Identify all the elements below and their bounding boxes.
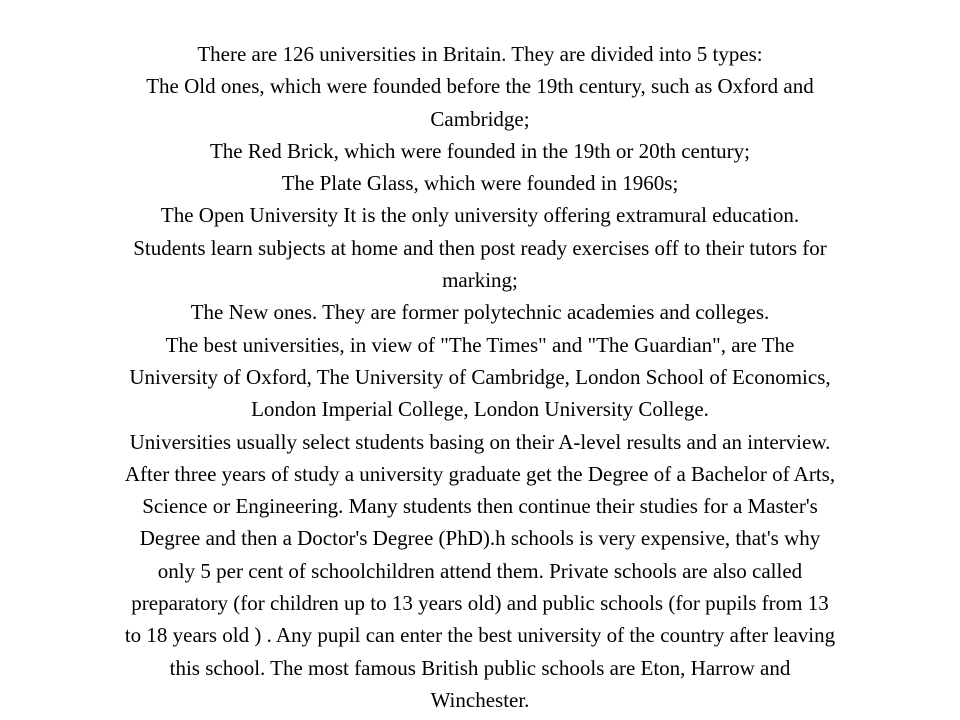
text-line: London Imperial College, London University College. <box>251 397 709 422</box>
text-line: Degree and then a Doctor's Degree (PhD).h schools is very expensive, that's why <box>139 526 821 551</box>
paragraph-best-universities <box>2 329 958 426</box>
text-line: The Old ones, which were founded before the 19th century, such as Oxford and <box>146 74 814 99</box>
paragraph-open-university <box>2 199 958 296</box>
paragraph-old-universities <box>2 70 958 135</box>
text-line: The Red Brick, which were founded in the 19th or 20th century; <box>209 138 751 163</box>
text-line: The best universities, in view of "The Times" and "The Guardian", are The <box>165 332 795 357</box>
text-line: marking; <box>442 268 518 293</box>
text-line: preparatory (for children up to 13 years old) and public schools (for pupils from 13 <box>131 591 829 616</box>
paragraph-new-universities <box>2 296 958 328</box>
text-line: The Open University It is the only university offering extramural education. <box>160 203 800 228</box>
text-line: There are 126 universities in Britain. They are divided into 5 types: <box>197 42 763 66</box>
text-line: Cambridge; <box>430 106 530 131</box>
paragraph-admission-and-degrees <box>2 426 958 717</box>
text-line: The Plate Glass, which were founded in 1960s; <box>281 171 679 196</box>
text-line: to 18 years old ) . Any pupil can enter the best university of the country after leaving <box>124 623 836 648</box>
slide-text-body <box>0 38 960 720</box>
text-line: Winchester. <box>430 687 530 712</box>
text-line: The New ones. They are former polytechnic academies and colleges. <box>190 300 770 325</box>
paragraph-red-brick <box>2 135 958 167</box>
text-line: After three years of study a university graduate get the Degree of a Bachelor of Arts, <box>124 461 836 486</box>
text-line: Students learn subjects at home and then post ready exercises off to their tutors for <box>133 235 827 260</box>
text-line: Universities usually select students basing on their A-level results and an interview. <box>129 429 831 454</box>
text-line: this school. The most famous British public schools are Eton, Harrow and <box>169 655 791 680</box>
text-line: Science or Engineering. Many students then continue their studies for a Master's <box>142 494 818 519</box>
paragraph-plate-glass <box>2 167 958 199</box>
text-line: only 5 per cent of schoolchildren attend them. Private schools are also called <box>157 558 803 583</box>
text-line: University of Oxford, The University of Cambridge, London School of Economics, <box>129 364 831 389</box>
paragraph-intro <box>2 38 958 70</box>
